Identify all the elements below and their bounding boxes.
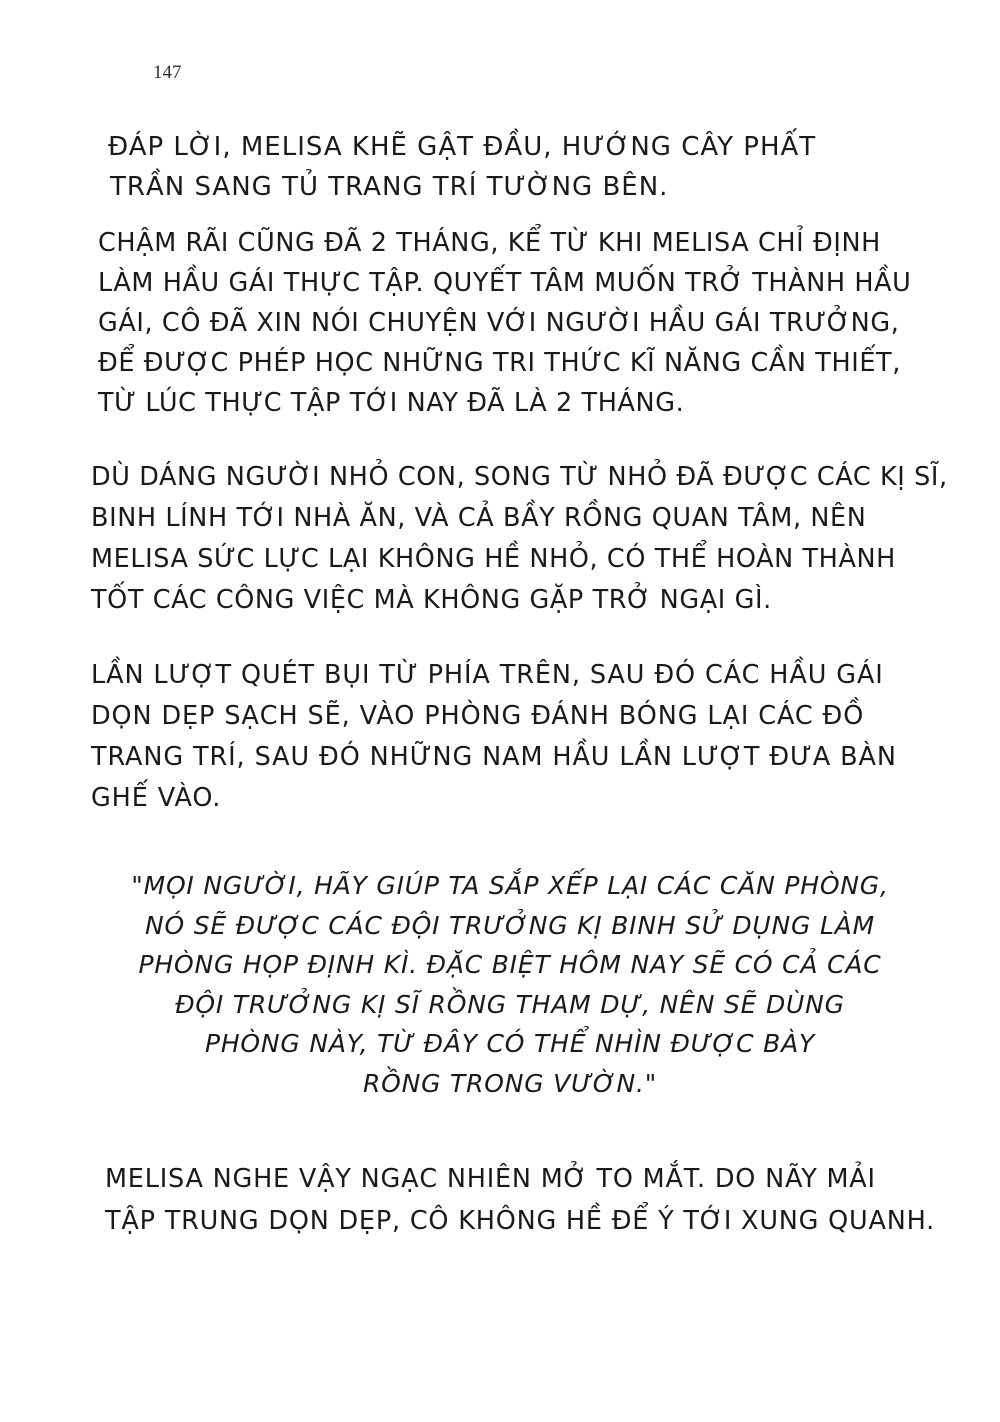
quote-line: PHÒNG NÀY, TỪ ĐÂY CÓ THỂ NHÌN ĐƯỢC BÀY xyxy=(204,1029,816,1058)
page-number: 147 xyxy=(153,62,182,83)
paragraph-line: TRANG TRÍ, SAU ĐÓ NHỮNG NAM HẦU LẦN LƯỢT ĐƯA BÀN xyxy=(91,742,897,772)
paragraph-line: MELISA SỨC LỰC LẠI KHÔNG HỀ NHỎ, CÓ THỂ HOÀN THÀNH xyxy=(91,544,896,574)
paragraph-1 xyxy=(108,127,816,207)
paragraph-line: GÁI, CÔ ĐÃ XIN NÓI CHUYỆN VỚI NGƯỜI HẦU GÁI TRƯỞNG, xyxy=(98,308,900,338)
quote-paragraph xyxy=(100,866,920,1103)
paragraph-line: DÙ DÁNG NGƯỜI NHỎ CON, SONG TỪ NHỎ ĐÃ ĐƯỢC CÁC KỊ SĨ, xyxy=(91,462,948,492)
paragraph-line: TỪ LÚC THỰC TẬP TỚI NAY ĐÃ LÀ 2 THÁNG. xyxy=(98,388,685,418)
quote-line: NÓ SẼ ĐƯỢC CÁC ĐỘI TRƯỞNG KỊ BINH SỬ DỤNG LÀM xyxy=(145,910,875,940)
paragraph-line: CHẬM RÃI CŨNG ĐÃ 2 THÁNG, KỂ TỪ KHI MELISA CHỈ ĐỊNH xyxy=(98,228,881,258)
paragraph-4 xyxy=(91,655,897,819)
paragraph-line: LẦN LƯỢT QUÉT BỤI TỪ PHÍA TRÊN, SAU ĐÓ CÁC HẦU GÁI xyxy=(91,660,884,690)
paragraph-line: ĐÁP LỜI, MELISA KHẼ GẬT ĐẦU, HƯỚNG CÂY PHẤT xyxy=(108,132,817,162)
paragraph-6 xyxy=(105,1158,935,1242)
paragraph-line: BINH LÍNH TỚI NHÀ ĂN, VÀ CẢ BẦY RỒNG QUAN TÂM, NÊN xyxy=(91,503,867,533)
quote-line: "MỌI NGƯỜI, HÃY GIÚP TA SẮP XẾP LẠI CÁC CĂN PHÒNG, xyxy=(131,871,889,900)
paragraph-line: TỐT CÁC CÔNG VIỆC MÀ KHÔNG GẶP TRỞ NGẠI GÌ. xyxy=(91,585,772,615)
paragraph-line: TRẦN SANG TỦ TRANG TRÍ TƯỜNG BÊN. xyxy=(110,172,669,202)
paragraph-3 xyxy=(91,457,948,621)
paragraph-2 xyxy=(98,223,911,423)
quote-line: ĐỘI TRƯỞNG KỊ SĨ RỒNG THAM DỰ, NÊN SẼ DÙNG xyxy=(175,989,845,1019)
quote-line: PHÒNG HỌP ĐỊNH KÌ. ĐẶC BIỆT HÔM NAY SẼ CÓ CẢ CÁC xyxy=(138,950,882,979)
quote-line: RỒNG TRONG VƯỜN." xyxy=(362,1068,658,1098)
paragraph-line: DỌN DẸP SẠCH SẼ, VÀO PHÒNG ĐÁNH BÓNG LẠI CÁC ĐỒ xyxy=(91,701,865,731)
paragraph-line: MELISA NGHE VẬY NGẠC NHIÊN MỞ TO MẮT. DO NÃY MẢI xyxy=(105,1164,876,1194)
paragraph-line: TẬP TRUNG DỌN DẸP, CÔ KHÔNG HỀ ĐỂ Ý TỚI XUNG QUANH. xyxy=(105,1206,936,1236)
paragraph-line: ĐỂ ĐƯỢC PHÉP HỌC NHỮNG TRI THỨC KĨ NĂNG CẦN THIẾT, xyxy=(98,348,901,378)
paragraph-line: LÀM HẦU GÁI THỰC TẬP. QUYẾT TÂM MUỐN TRỞ THÀNH HẦU xyxy=(98,268,912,298)
paragraph-line: GHẾ VÀO. xyxy=(91,783,222,813)
